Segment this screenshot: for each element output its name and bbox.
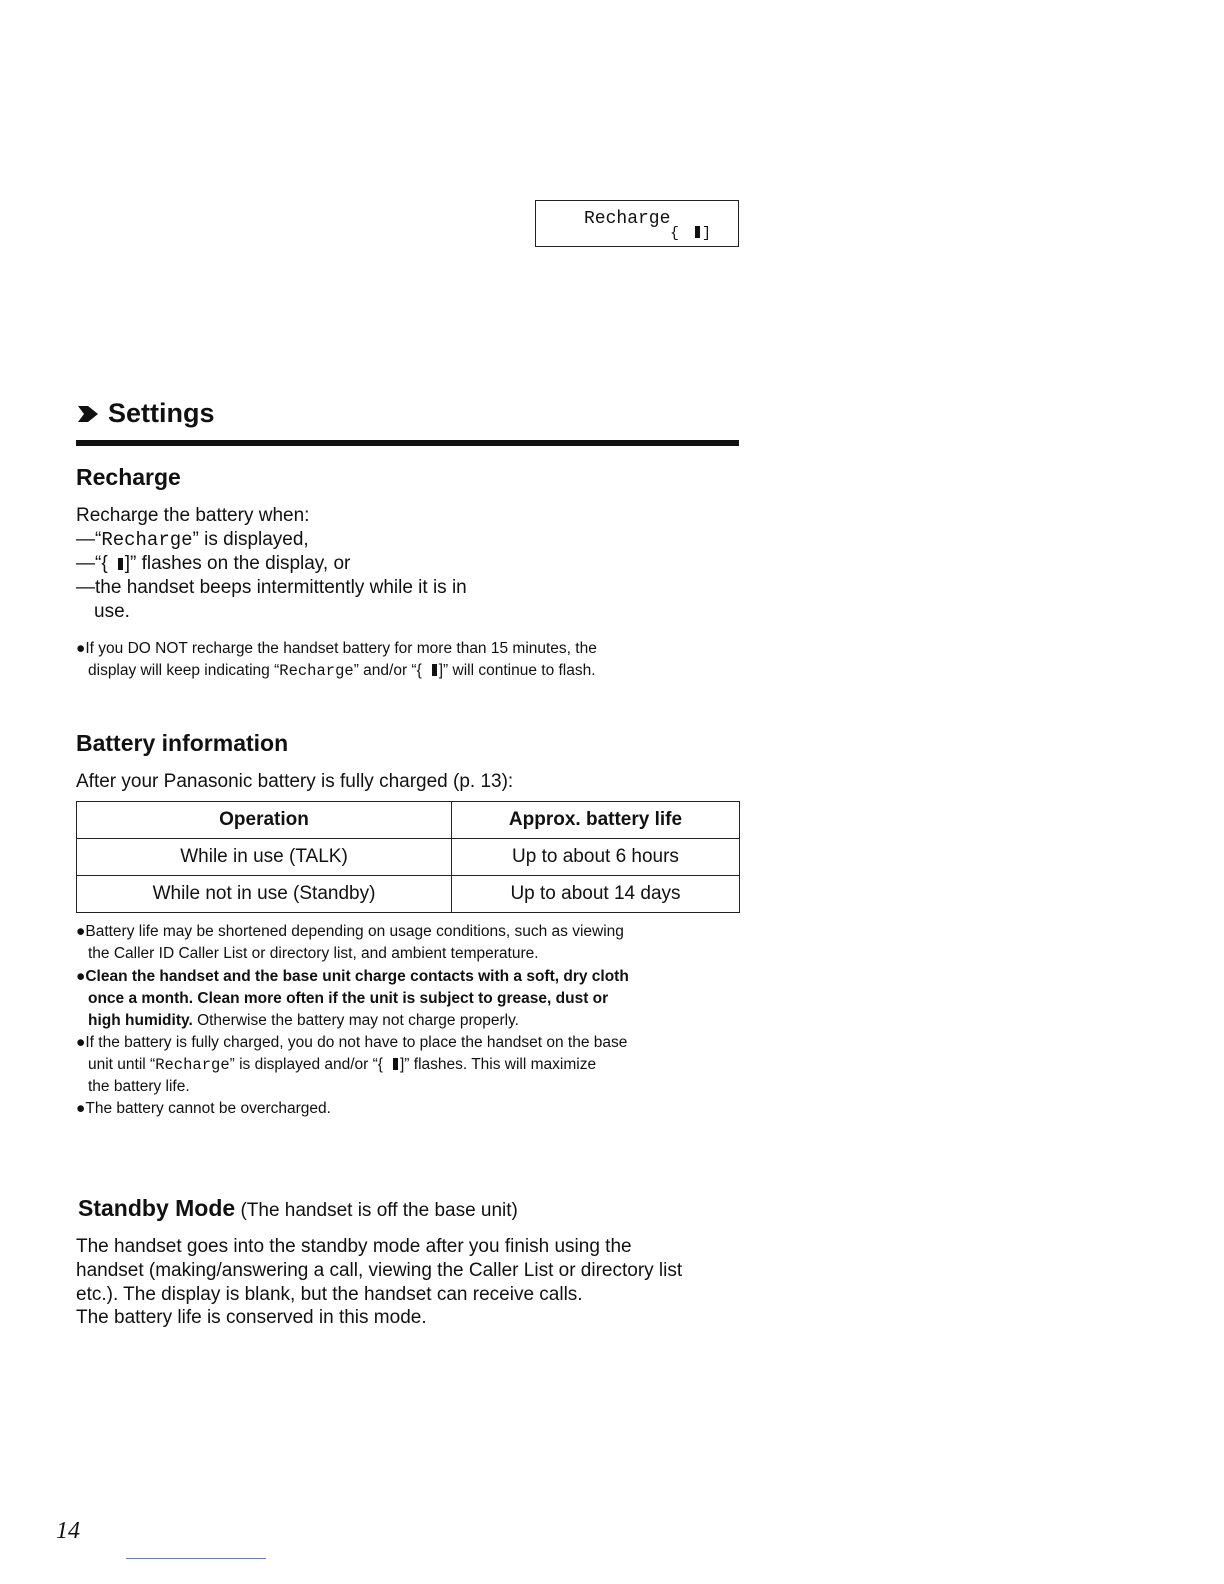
standby-text-line: The battery life is conserved in this mode. <box>76 1307 427 1328</box>
recharge-condition-1: —“Recharge” is displayed, <box>76 529 309 551</box>
battery-note-4: ●The battery cannot be overcharged. <box>76 1100 331 1117</box>
battery-note-1b: the Caller ID Caller List or directory list, and ambient temperature. <box>88 945 539 962</box>
table-header-battery-life: Approx. battery life <box>452 802 740 839</box>
standby-title: Standby Mode <box>78 1195 236 1221</box>
table-cell: While in use (TALK) <box>77 839 452 876</box>
standby-subtitle: (The handset is off the base unit) <box>235 1200 518 1221</box>
arrow-right-icon <box>76 403 100 425</box>
section-header <box>76 398 215 429</box>
recharge-condition-3-cont: use. <box>94 601 130 622</box>
battery-intro: After your Panasonic battery is fully charged (p. 13): <box>76 771 514 792</box>
lcd-text: Recharge <box>584 209 671 229</box>
battery-icon <box>393 1058 398 1070</box>
battery-note-2b: once a month. Clean more often if the unit is subject to grease, dust or <box>88 990 609 1007</box>
standby-text-line: etc.). The display is blank, but the handset can receive calls. <box>76 1284 583 1305</box>
recharge-note-line-2: display will keep indicating “Recharge” and/or “{ ]” will continue to flash. <box>88 662 596 680</box>
battery-note-1a: ●Battery life may be shortened depending on usage conditions, such as viewing <box>76 923 624 940</box>
battery-note-3a: ●If the battery is fully charged, you do not have to place the handset on the base <box>76 1034 628 1051</box>
recharge-condition-3: —the handset beeps intermittently while it is in <box>76 577 467 598</box>
lcd-display <box>535 200 739 247</box>
table-header-operation: Operation <box>77 802 452 839</box>
battery-icon <box>432 664 437 676</box>
battery-table <box>76 801 740 913</box>
battery-note-2a: ●Clean the handset and the base unit charge contacts with a soft, dry cloth <box>76 968 629 985</box>
standby-text-line: The handset goes into the standby mode after you finish using the <box>76 1236 632 1257</box>
section-divider <box>76 440 739 446</box>
table-row <box>77 839 740 876</box>
recharge-condition-2: —“{ ]” flashes on the display, or <box>76 553 351 574</box>
page-number: 14 <box>56 1518 80 1544</box>
lcd-battery-indicator: { ] <box>670 225 712 242</box>
battery-note-3b: unit until “Recharge” is displayed and/or “{ ]” flashes. This will maximize <box>88 1056 597 1074</box>
footer-rule <box>126 1558 266 1559</box>
standby-text-line: handset (making/answering a call, viewing the Caller List or directory list <box>76 1260 683 1281</box>
section-title: Settings <box>108 398 215 428</box>
recharge-heading: Recharge <box>76 464 181 490</box>
recharge-note-line-1: ●If you DO NOT recharge the handset battery for more than 15 minutes, the <box>76 640 597 657</box>
battery-note-3c: the battery life. <box>88 1078 190 1095</box>
battery-note-2c: high humidity. Otherwise the battery may not charge properly. <box>88 1012 519 1029</box>
battery-icon <box>118 558 123 570</box>
table-row <box>77 876 740 913</box>
battery-heading: Battery information <box>76 730 289 756</box>
table-cell: Up to about 6 hours <box>452 839 740 876</box>
table-header-row <box>77 802 740 839</box>
standby-heading <box>78 1195 518 1222</box>
battery-icon <box>695 226 700 238</box>
recharge-intro: Recharge the battery when: <box>76 505 310 526</box>
table-cell: While not in use (Standby) <box>77 876 452 913</box>
table-cell: Up to about 14 days <box>452 876 740 913</box>
